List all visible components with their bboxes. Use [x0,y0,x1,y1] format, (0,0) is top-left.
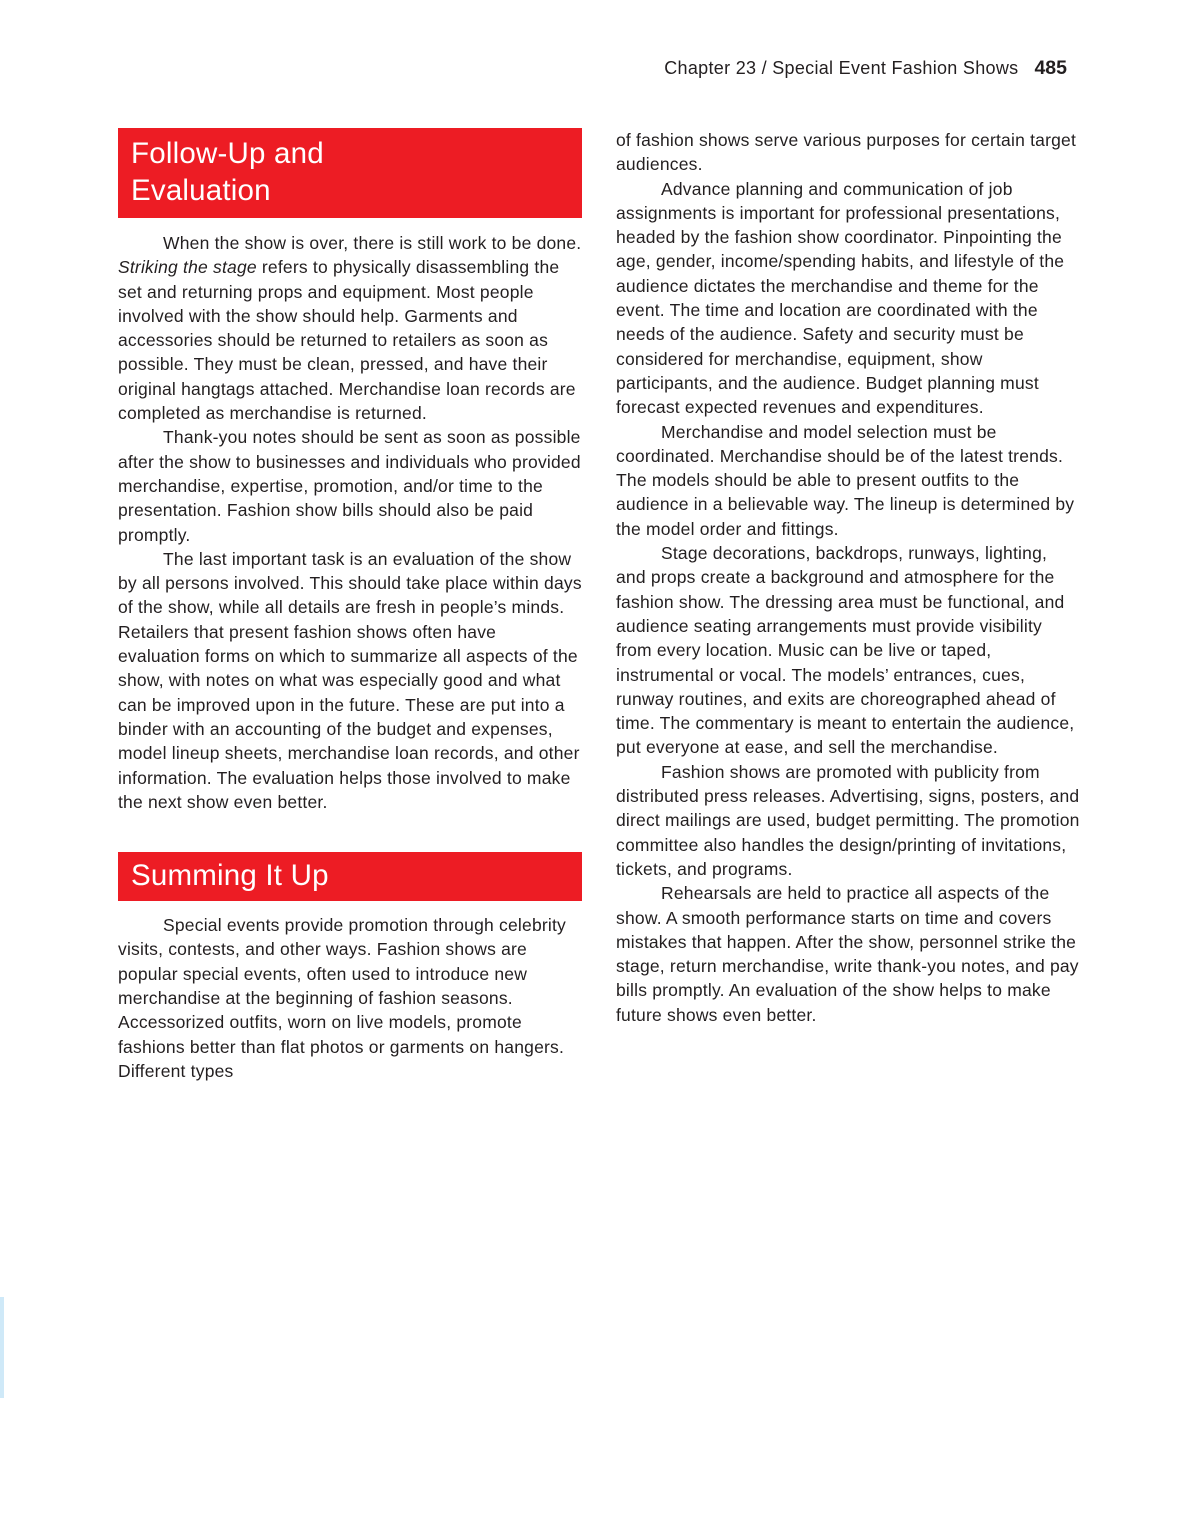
left-column [118,128,582,1083]
two-column-layout [118,128,1080,1083]
paragraph-merchandise-model-selection: Merchandise and model selection must be coordinated. Merchandise should be of the latest trends. The models should be able to present outfits to the audience in a believable way. The lineup is determined by the model order and fittings. [616,421,1075,539]
italic-term: Striking the stage [118,257,257,278]
paragraph-stage-decorations: Stage decorations, backdrops, runways, lighting, and props create a background and atmosphere for the fashion show. The dressing area must be functional, and audience seating arrangements must provide visibility from every location. Music can be live or taped, instrumental or vocal. The models’ entrances, cues, runway routines, and exits are choreographed ahead of time. The commentary is meant to entertain the audience, put everyone at ease, and sell the merchandise. [616,543,1075,758]
paragraph-promotion-publicity: Fashion shows are promoted with publicity from distributed press releases. Advertising, signs, posters, and direct mailings are used, budget permitting. The promotion committee also handles the design/printing of invitations, tickets, and programs. [616,761,1080,879]
running-head: Chapter 23 / Special Event Fashion Shows [664,58,1019,78]
paragraph-text: refers to physically disassembling the set and returning props and equipment. Most people involved with the show should help. Garments and accessories should be returned to retailers as soon as possible. They must be clean, pressed, and have their original hangtags attached. Merchandise loan records are completed as merchandise is returned. [118,257,576,424]
page-header [0,57,1067,80]
section-heading-summing-it-up [118,852,582,901]
paragraph-evaluation-task: The last important task is an evaluation of the show by all persons involved. This should take place within days of the show, while all details are fresh in people’s minds. Retailers that present fashion shows often have evaluation forms on which to summarize all aspects of the show, with notes on what was especially good and what can be improved upon in the future. These are put into a binder with an accounting of the budget and expenses, model lineup sheets, merchandise loan records, and other information. The evaluation helps those involved to make the next show even better. [118,548,582,812]
paragraph-rehearsals: Rehearsals are held to practice all aspects of the show. A smooth performance starts on time and covers mistakes that happen. After the show, personnel strike the stage, return merchandise, write thank-you notes, and pay bills promptly. An evaluation of the show helps to make future shows even better. [616,883,1079,1025]
section-heading-text: Summing It Up [131,859,329,893]
paragraph-thank-you-notes: Thank-you notes should be sent as soon as possible after the show to businesses and individuals who provided merchandise, expertise, promotion, and/or time to the presentation. Fashion show bills should also be paid promptly. [118,427,581,545]
section-heading-text: Follow-Up and Evaluation [131,137,324,207]
paragraph-advance-planning: Advance planning and communication of job assignments is important for professional presentations, headed by the fashion show coordinator. Pinpointing the age, gender, income/spending habits, and lifestyle of the audience dictates the merchandise and theme for the event. The time and location are coordinated with the needs of the audience. Safety and security must be considered for merchandise, equipment, show participants, and the audience. Budget planning must forecast expected revenues and expenditures. [616,178,1065,418]
section-heading-follow-up-and-evaluation [118,128,582,218]
paragraph-text: When the show is over, there is still work to be done. [163,233,582,253]
paragraph-continuation: of fashion shows serve various purposes for certain target audiences. [616,130,1077,175]
right-column [616,128,1080,1083]
page-number: 485 [1034,57,1067,79]
paragraph-summary-start: Special events provide promotion through celebrity visits, contests, and other ways. Fashion shows are popular special events, often used to introduce new merchandise at the beginning of fashion seasons. Accessorized outfits, worn on live models, promote fashions better than flat photos or garments on hangers. Different types [118,915,566,1081]
left-edge-blue-strip [0,1297,4,1398]
paragraph-striking-the-stage [118,231,582,425]
